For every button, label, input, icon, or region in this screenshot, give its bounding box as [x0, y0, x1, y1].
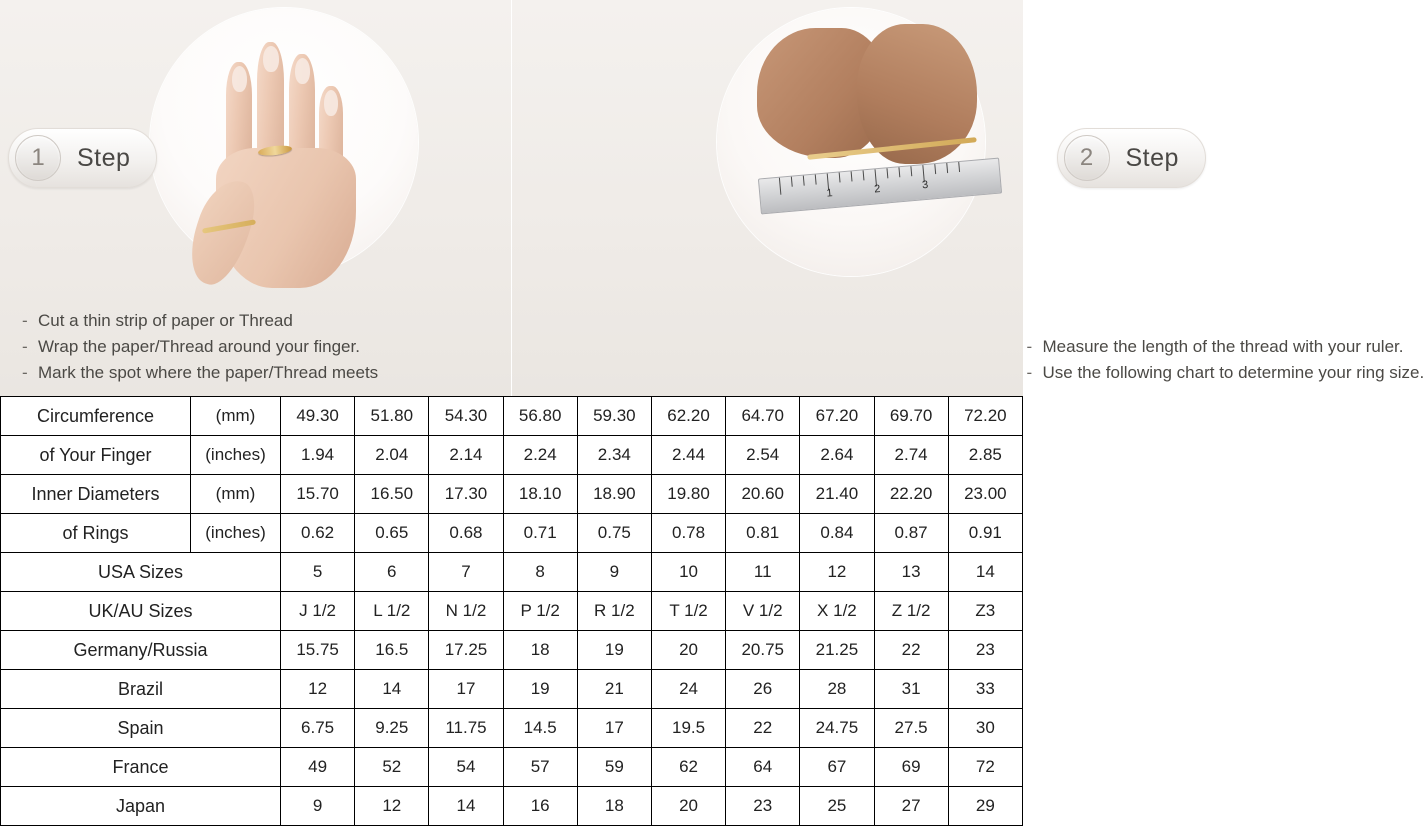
cell: 62 [651, 748, 725, 787]
row-label: France [1, 748, 281, 787]
cell: V 1/2 [726, 592, 800, 631]
cell: 2.64 [800, 436, 874, 475]
cell: 0.65 [355, 514, 429, 553]
instruction-text: Use the following chart to determine your ring size. [1042, 363, 1424, 382]
row-label: USA Sizes [1, 553, 281, 592]
ruler-mark: 3 [921, 178, 929, 192]
step-panel-1 [0, 0, 511, 396]
cell: 31 [874, 670, 948, 709]
cell: 19.80 [651, 475, 725, 514]
cell: 17 [577, 709, 651, 748]
cell: 19.5 [651, 709, 725, 748]
cell: 67.20 [800, 397, 874, 436]
cell: 49 [281, 748, 355, 787]
cell: 15.70 [281, 475, 355, 514]
cell: 12 [800, 553, 874, 592]
cell: 24 [651, 670, 725, 709]
cell: 19 [503, 670, 577, 709]
cell: 14 [948, 553, 1022, 592]
row-label: of Rings [1, 514, 191, 553]
row-label: of Your Finger [1, 436, 191, 475]
cell: 17.25 [429, 631, 503, 670]
step-badge-1 [8, 128, 157, 188]
cell: 69.70 [874, 397, 948, 436]
table-row [1, 709, 1023, 748]
cell: 2.74 [874, 436, 948, 475]
cell: 10 [651, 553, 725, 592]
row-unit: (mm) [191, 475, 281, 514]
cell: 54.30 [429, 397, 503, 436]
steps-section [0, 0, 1424, 396]
dash-icon: - [1026, 363, 1033, 382]
cell: 59 [577, 748, 651, 787]
cell: 56.80 [503, 397, 577, 436]
cell: 20.75 [726, 631, 800, 670]
cell: 23 [726, 787, 800, 826]
cell: 8 [503, 553, 577, 592]
cell: 0.81 [726, 514, 800, 553]
cell: 21 [577, 670, 651, 709]
table-row [1, 748, 1023, 787]
step-badge-2 [1057, 128, 1206, 188]
cell: 7 [429, 553, 503, 592]
instruction-text: Cut a thin strip of paper or Thread [38, 311, 293, 330]
fingernail [263, 46, 279, 72]
cell: 19 [577, 631, 651, 670]
cell: 16 [503, 787, 577, 826]
row-unit: (inches) [191, 436, 281, 475]
cell: 0.91 [948, 514, 1022, 553]
cell: 14 [429, 787, 503, 826]
cell: 52 [355, 748, 429, 787]
table-row [1, 475, 1023, 514]
ring-size-table [0, 396, 1023, 826]
cell: P 1/2 [503, 592, 577, 631]
cell: X 1/2 [800, 592, 874, 631]
cell: 21.25 [800, 631, 874, 670]
cell: 12 [355, 787, 429, 826]
cell: 64.70 [726, 397, 800, 436]
cell: 18 [503, 631, 577, 670]
cell: 0.62 [281, 514, 355, 553]
cell: 33 [948, 670, 1022, 709]
cell: 22 [874, 631, 948, 670]
cell: 14 [355, 670, 429, 709]
cell: 17 [429, 670, 503, 709]
cell: 20 [651, 631, 725, 670]
cell: 54 [429, 748, 503, 787]
cell: Z3 [948, 592, 1022, 631]
list-item [1027, 334, 1424, 360]
cell: 1.94 [281, 436, 355, 475]
cell: 51.80 [355, 397, 429, 436]
fingernail [295, 58, 310, 84]
step-label: Step [1125, 143, 1179, 172]
step-1-instructions [22, 308, 378, 386]
cell: 23 [948, 631, 1022, 670]
cell: 0.84 [800, 514, 874, 553]
cell: 0.71 [503, 514, 577, 553]
table-row [1, 436, 1023, 475]
list-item [22, 360, 378, 386]
ruler-mark: 1 [825, 187, 833, 200]
cell: 24.75 [800, 709, 874, 748]
table-row [1, 670, 1023, 709]
cell: 17.30 [429, 475, 503, 514]
cell: J 1/2 [281, 592, 355, 631]
cell: 2.44 [651, 436, 725, 475]
row-label: Japan [1, 787, 281, 826]
cell: 23.00 [948, 475, 1022, 514]
cell: 49.30 [281, 397, 355, 436]
cell: 2.85 [948, 436, 1022, 475]
row-label: Brazil [1, 670, 281, 709]
cell: 21.40 [800, 475, 874, 514]
table-row [1, 631, 1023, 670]
cell: 0.87 [874, 514, 948, 553]
cell: 25 [800, 787, 874, 826]
cell: 20.60 [726, 475, 800, 514]
cell: Z 1/2 [874, 592, 948, 631]
hands-with-ruler-illustration [747, 18, 977, 218]
cell: L 1/2 [355, 592, 429, 631]
cell: 72 [948, 748, 1022, 787]
cell: 16.50 [355, 475, 429, 514]
cell: 20 [651, 787, 725, 826]
cell: 29 [948, 787, 1022, 826]
fingernail [232, 66, 247, 92]
row-label: Spain [1, 709, 281, 748]
cell: 9 [281, 787, 355, 826]
table-row [1, 397, 1023, 436]
cell: 9 [577, 553, 651, 592]
cell: 57 [503, 748, 577, 787]
step-panel-2 [511, 0, 1424, 396]
dash-icon: - [1026, 337, 1033, 356]
cell: 2.14 [429, 436, 503, 475]
cell: 2.34 [577, 436, 651, 475]
cell: 2.24 [503, 436, 577, 475]
table-row [1, 514, 1023, 553]
cell: 2.54 [726, 436, 800, 475]
instruction-text: Wrap the paper/Thread around your finger. [38, 337, 360, 356]
step-number: 1 [15, 135, 61, 181]
list-item [1027, 360, 1424, 386]
row-label: UK/AU Sizes [1, 592, 281, 631]
instruction-text: Measure the length of the thread with your ruler. [1042, 337, 1404, 356]
cell: T 1/2 [651, 592, 725, 631]
cell: 11.75 [429, 709, 503, 748]
step-2-photo [717, 8, 985, 276]
cell: 59.30 [577, 397, 651, 436]
cell: 0.78 [651, 514, 725, 553]
cell: 9.25 [355, 709, 429, 748]
cell: R 1/2 [577, 592, 651, 631]
cell: 67 [800, 748, 874, 787]
cell: 13 [874, 553, 948, 592]
table-row [1, 787, 1023, 826]
ruler [757, 158, 1001, 215]
cell: 72.20 [948, 397, 1022, 436]
step-1-photo [150, 8, 418, 276]
cell: 2.04 [355, 436, 429, 475]
row-label: Inner Diameters [1, 475, 191, 514]
step-label: Step [77, 143, 131, 172]
cell: 62.20 [651, 397, 725, 436]
cell: 16.5 [355, 631, 429, 670]
dash-icon: - [22, 337, 28, 356]
cell: 27 [874, 787, 948, 826]
cell: 18 [577, 787, 651, 826]
cell: 12 [281, 670, 355, 709]
cell: 64 [726, 748, 800, 787]
row-unit: (inches) [191, 514, 281, 553]
cell: 26 [726, 670, 800, 709]
cell: 27.5 [874, 709, 948, 748]
cell: 30 [948, 709, 1022, 748]
step-2-instructions [1027, 334, 1424, 386]
cell: 18.90 [577, 475, 651, 514]
cell: 22.20 [874, 475, 948, 514]
step-number: 2 [1064, 135, 1110, 181]
table-row [1, 592, 1023, 631]
cell: 5 [281, 553, 355, 592]
dash-icon: - [22, 311, 28, 330]
table-row [1, 553, 1023, 592]
instruction-text: Mark the spot where the paper/Thread meets [38, 363, 379, 382]
cell: 69 [874, 748, 948, 787]
cell: 0.75 [577, 514, 651, 553]
list-item [22, 334, 378, 360]
cell: 22 [726, 709, 800, 748]
cell: N 1/2 [429, 592, 503, 631]
cell: 15.75 [281, 631, 355, 670]
cell: 14.5 [503, 709, 577, 748]
dash-icon: - [22, 363, 28, 382]
cell: 28 [800, 670, 874, 709]
cell: 11 [726, 553, 800, 592]
row-label: Germany/Russia [1, 631, 281, 670]
fingernail [324, 90, 338, 116]
cell: 0.68 [429, 514, 503, 553]
cell: 6.75 [281, 709, 355, 748]
cell: 18.10 [503, 475, 577, 514]
row-label: Circumference [1, 397, 191, 436]
ruler-mark: 2 [873, 183, 881, 196]
list-item [22, 308, 378, 334]
cell: 6 [355, 553, 429, 592]
hand-illustration [200, 28, 375, 278]
row-unit: (mm) [191, 397, 281, 436]
